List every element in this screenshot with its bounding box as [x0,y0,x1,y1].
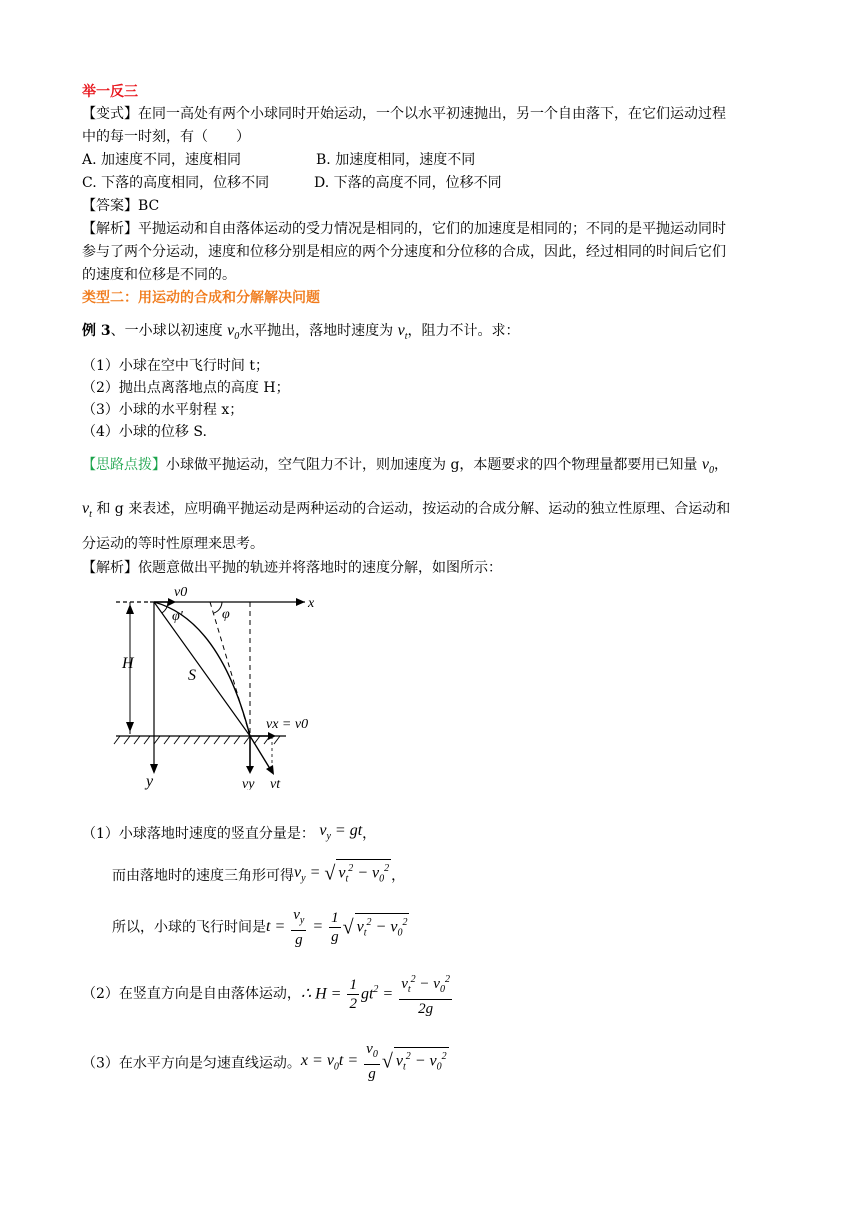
option-b: B. 加速度相同，速度不同 [316,152,476,168]
step-3 [82,1040,449,1087]
variant-line-2: 中的每一时刻，有（ ） [82,129,250,145]
hint-line-2 [82,496,730,528]
step-3-text: （3）在水平方向是匀速直线运动。 [82,1055,301,1072]
answer-value: BC [138,198,160,214]
step-1c-text: 所以，小球的飞行时间是 [112,919,266,936]
analysis-text-1: 平抛运动和自由落体运动的受力情况是相同的，它们的加速度是相同的；不同的是平抛运动同时 [138,221,726,237]
step-1a-text: （1）小球落地时速度的竖直分量是： [82,826,315,843]
analysis-tag: 【解析】 [82,221,138,237]
variant-line-1 [82,104,726,124]
formula-t: t = $\frac{v_y}{g}$ = $\frac{1}{g}$ √ $v_t^2 - v_0^2$ [266,907,408,948]
question-1: （1）小球在空中飞行时间 t； [82,358,269,374]
step-2 [82,970,454,1018]
analysis-line-1 [82,219,726,239]
step-1a: （1）小球落地时速度的竖直分量是： $v_y$ = gt， [82,818,376,850]
formula-H: ∴ H = $\frac{1}{2}$ $gt^2$ = $\frac{v_t^2 - v_0^2}{2g}$ [301,970,454,1018]
option-c: C. 下落的高度相同，位移不同 [82,175,270,191]
variant-options-cd [82,173,502,193]
step-2-text: （2）在竖直方向是自由落体运动， [82,986,301,1003]
question-3: （3）小球的水平射程 x； [82,402,244,418]
symbol-vt: $v_t$ [397,322,408,343]
solution-intro [82,558,502,578]
formula-x: $x = v_0t$ = $\frac{v_0}{g}$ √ $v_t^2 - v_0^2$ [300,1041,447,1082]
h-arrow-top [126,604,134,614]
h-arrow-bottom [126,722,134,732]
x-axis-arrow [296,598,305,606]
formula-vy-gt: $v_y$ = gt [319,822,363,843]
label-S: S [188,667,196,684]
type2-heading: 类型二：用运动的合成和分解解决问题 [82,290,320,306]
vy-arrowhead [246,766,254,774]
step-1b: 而由落地时的速度三角形可得$v_y$ = √ $v_t^2 - v_0^2$ ， [112,858,405,894]
label-phi: φ [222,607,230,622]
projectile-diagram [110,580,320,790]
example3-text-a: 、一小球以初速度 [110,323,223,339]
hint-text-1: 小球做平抛运动，空气阻力不计，则加速度为 g，本题要求的四个物理量都要用已知量 [166,457,698,473]
angle-arc-phit [162,602,168,613]
variant-tag: 【变式】 [82,106,138,122]
solution-intro-text: 依题意做出平抛的轨迹并将落地时的速度分解，如图所示： [138,560,502,576]
label-x: x [308,596,315,611]
answer-tag: 【答案】 [82,198,138,214]
step-1b-text: 而由落地时的速度三角形可得 [112,868,294,885]
vt-arrowhead [266,765,274,775]
label-H: H [122,655,134,672]
example3-text-c: ，阻力不计。求： [407,323,520,339]
hint-line-1: 【思路点拨】小球做平抛运动，空气阻力不计，则加速度为 g，本题要求的四个物理量都要用已知量 $v_0$， [82,456,728,477]
question-2: （2）抛出点离落地点的高度 H； [82,380,290,396]
label-y: y [146,773,154,790]
formula-vy-sqrt: $v_y$ = √ $v_t^2 - v_0^2$ [294,858,391,894]
step-1c [112,906,409,949]
symbol-v0: $v_0$ [227,322,240,343]
symbol-vt-hint: $v_t$ [82,500,92,521]
label-phi-t: φ' [172,609,183,624]
question-4: （4）小球的位移 S. [82,424,207,440]
symbol-v0-hint: $v_0$ [701,456,714,477]
hint-tag: 【思路点拨】 [82,457,166,473]
hint-line-3: 分运动的等时性原理来思考。 [82,536,264,552]
option-d: D. 下落的高度不同，位移不同 [314,175,502,191]
label-vx: vx = v0 [266,717,309,732]
hint-text-2: 和 g 来表述，应明确平抛运动是两种运动的合运动，按运动的合成分解、运动的独立性原理、合运动和 [96,501,731,517]
label-vt: vt [270,777,281,790]
displacement-line [154,602,250,736]
example3-label: 例 3 [82,323,111,339]
example3-line [82,318,520,350]
heading-practice: 举一反三 [82,84,138,100]
label-vy: vy [242,777,255,790]
variant-text-1: 在同一高处有两个小球同时开始运动，一个以水平初速抛出，另一个自由落下，在它们运动过程 [138,106,726,122]
analysis-line-2: 参与了两个分运动，速度和位移分别是相应的两个分速度和分位移的合成，因此，经过相同的时间后它们 [82,244,726,260]
analysis-line-3: 的速度和位移是不同的。 [82,267,236,283]
answer-line [82,196,159,216]
option-a: A. 加速度不同，速度相同 [82,152,242,168]
example3-text-b: 水平抛出，落地时速度为 [239,323,394,339]
tangent-dashed-line [210,602,250,736]
ground-hatch [114,736,280,744]
angle-arc-phi [214,602,222,613]
solution-tag: 【解析】 [82,560,138,576]
label-v0: v0 [174,585,188,600]
variant-options-ab [82,150,476,170]
